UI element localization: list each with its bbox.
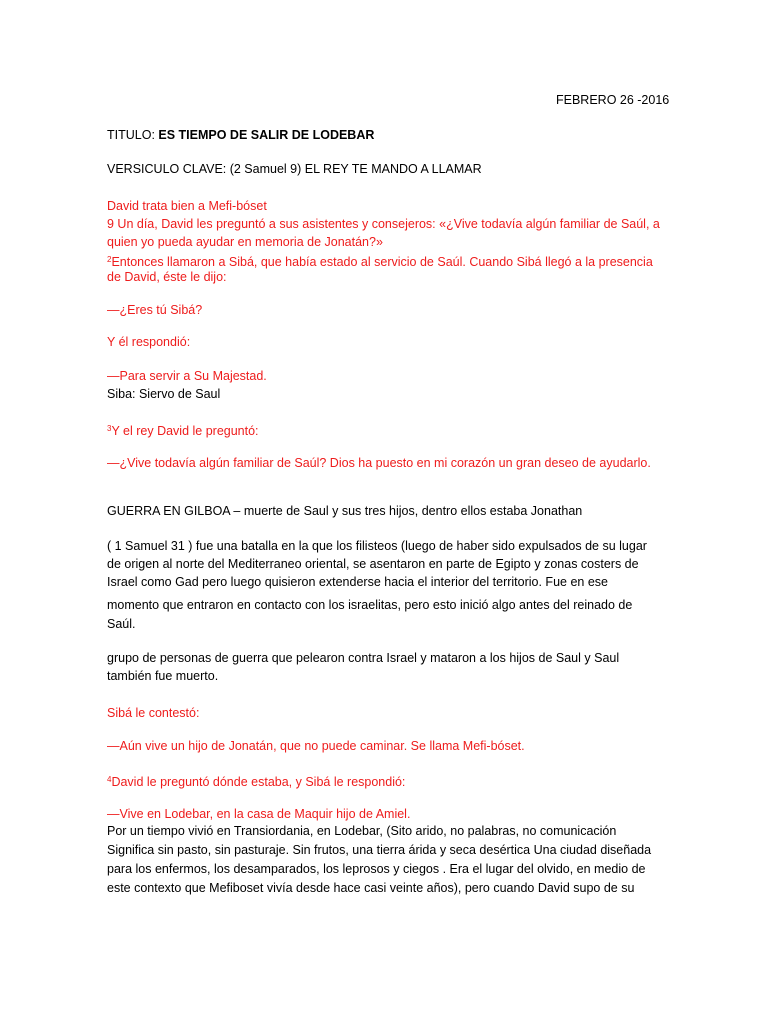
- paragraph1-line3: Israel como Gad pero luego quisieron extenderse hacia el interior del territorio. Fue en ese: [107, 575, 608, 589]
- document-title: [107, 127, 374, 144]
- key-verse: VERSICULO CLAVE: (2 Samuel 9) EL REY TE MANDO A LLAMAR: [107, 162, 482, 176]
- verse9-line1: 9 Un día, David les preguntó a sus asistentes y consejeros: «¿Vive todavía algún familiar de Saúl, a: [107, 217, 660, 231]
- paragraph3-line1: Por un tiempo vivió en Transiordania, en Lodebar, (Sito arido, no palabras, no comunicación: [107, 824, 617, 838]
- section1-heading: David trata bien a Mefi-bóset: [107, 199, 267, 213]
- son-alive: —Aún vive un hijo de Jonatán, que no puede caminar. Se llama Mefi-bóset.: [107, 739, 525, 753]
- verse4-text: David le preguntó dónde estaba, y Sibá le respondió:: [111, 775, 406, 789]
- verse3-number: 3: [107, 424, 112, 433]
- paragraph3-line4: este contexto que Mefiboset vivía desde hace casi veinte años), pero cuando David supo de su: [107, 881, 635, 895]
- verse2-number: 2: [107, 255, 112, 264]
- paragraph1-line1: ( 1 Samuel 31 ) fue una batalla en la que los filisteos (luego de haber sido expulsados de su lugar: [107, 539, 647, 553]
- verse4-line: [107, 771, 405, 791]
- verse2-line1: [107, 251, 653, 271]
- paragraph1-line2: de origen al norte del Mediterraneo oriental, se asentaron en parte de Egipto y zonas costers de: [107, 557, 639, 571]
- paragraph3-line3: para los enfermos, los desamparados, los leprosos y ciegos . Era el lugar del olvido, en medio de: [107, 862, 646, 876]
- date: FEBRERO 26 -2016: [556, 93, 670, 107]
- section2-heading: GUERRA EN GILBOA – muerte de Saul y sus tres hijos, dentro ellos estaba Jonathan: [107, 504, 583, 518]
- verse3-line: [107, 420, 259, 440]
- paragraph1-line4: momento que entraron en contacto con los israelitas, pero esto inició algo antes del reinado de: [107, 598, 633, 612]
- verse9-line2: quien yo pueda ayudar en memoria de Jonatán?»: [107, 235, 383, 249]
- response-intro: Y él respondió:: [107, 335, 191, 349]
- title-text: ES TIEMPO DE SALIR DE LODEBAR: [154, 128, 375, 142]
- paragraph2-line2: también fue muerto.: [107, 669, 219, 683]
- note-siba: Siba: Siervo de Saul: [107, 387, 221, 401]
- question-siba: —¿Eres tú Sibá?: [107, 303, 203, 317]
- paragraph3-line2: Significa sin pasto, sin pasturaje. Sin frutos, una tierra árida y seca desértica Una ciudad diseñada: [107, 843, 652, 857]
- verse3-text: Y el rey David le preguntó:: [111, 424, 259, 438]
- answer-majesty: —Para servir a Su Majestad.: [107, 369, 267, 383]
- verse4-number: 4: [107, 775, 112, 784]
- paragraph2-line1: grupo de personas de guerra que pelearon contra Israel y mataron a los hijos de Saul y Saul: [107, 651, 620, 665]
- lodebar-answer: —Vive en Lodebar, en la casa de Maquir hijo de Amiel.: [107, 807, 411, 821]
- paragraph1-line5: Saúl.: [107, 617, 136, 631]
- title-prefix: TITULO:: [107, 128, 155, 142]
- verse2-line2: de David, éste le dijo:: [107, 270, 227, 284]
- verse2-text: Entonces llamaron a Sibá, que había estado al servicio de Saúl. Cuando Sibá llegó a la presencia: [111, 255, 653, 269]
- siba-reply: Sibá le contestó:: [107, 706, 200, 720]
- question-family: —¿Vive todavía algún familiar de Saúl? Dios ha puesto en mi corazón un gran deseo de ayudarlo.: [107, 456, 651, 470]
